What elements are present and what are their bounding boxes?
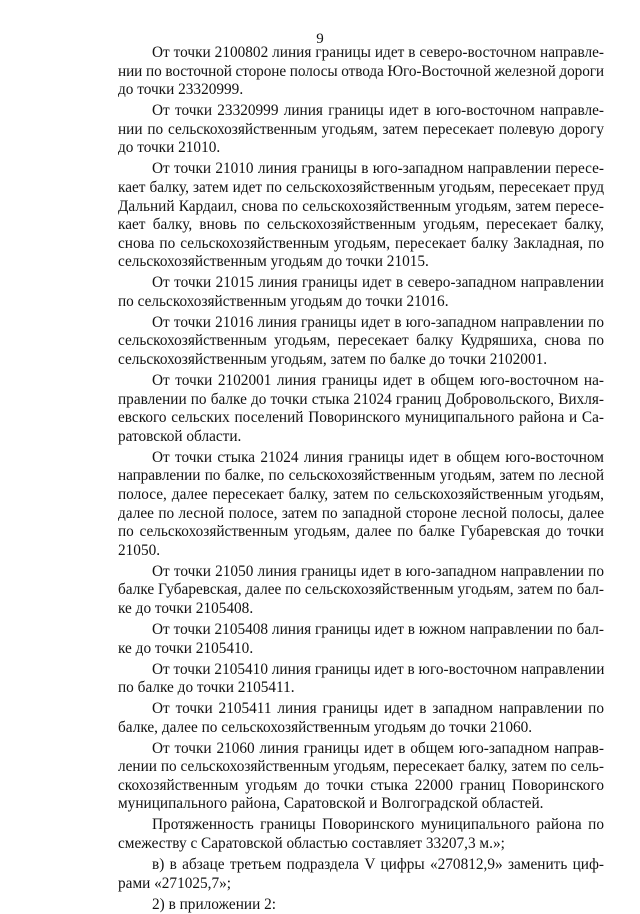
paragraph-line: нии по восточной стороне полосы отвода Юго-Восточной железной дороги: [118, 62, 605, 80]
paragraph-line: далее по лесной полосе, затем по западной стороне лесной полосы, далее: [118, 504, 604, 522]
paragraph-line: кает балку, вновь по сельскохозяйственным угодьям, пересекает балку,: [118, 216, 604, 234]
paragraph-line: до точки 21010.: [118, 139, 221, 157]
paragraph-line: ке до точки 2105410.: [118, 639, 254, 657]
paragraph: [118, 563, 604, 619]
paragraph: [118, 449, 604, 561]
paragraph-line: правлении по балке до точки стыка 21024 границ Добровольского, Вихля-: [118, 390, 604, 408]
paragraph-line: сельскохозяйственным угодьям до точки 21015.: [118, 253, 429, 271]
paragraph: [118, 896, 604, 914]
paragraph-line: Протяженность границы Поворинского муниципального района по: [152, 816, 604, 834]
paragraph: [118, 856, 604, 893]
paragraph-line: муниципального района, Саратовской и Волгоградской областей.: [118, 795, 544, 813]
paragraph: [118, 160, 604, 272]
paragraph-line: сельскохозяйственным угодьям, затем по балке до точки 2102001.: [118, 351, 548, 369]
paragraph-line: От точки 2105410 линия границы идет в юго-восточном направлении: [152, 660, 605, 678]
paragraph-line: балке, далее по сельскохозяйственным угодьям до точки 21060.: [118, 718, 533, 736]
paragraph-line: в) в абзаце третьем подраздела V цифры «270812,9» заменить циф-: [152, 856, 604, 874]
paragraph-line: От точки 21010 линия границы в юго-западном направлении пересе-: [152, 160, 604, 178]
paragraph-line: по сельскохозяйственным угодьям до точки 21016.: [118, 292, 449, 310]
paragraph-line: балке Губаревская, далее по сельскохозяйственным угодьям, затем по бал-: [118, 581, 604, 599]
paragraph-line: ке до точки 2105408.: [118, 599, 254, 617]
paragraph: [118, 44, 604, 100]
paragraph-line: От точки 23320999 линия границы идет в юго-восточном направле-: [152, 102, 604, 120]
paragraph-line: От точки 2105411 линия границы идет в западном направлении по: [152, 700, 604, 718]
paragraph: [118, 661, 604, 698]
paragraph-line: От точки 21015 линия границы идет в северо-западном направлении: [152, 274, 604, 292]
paragraph-line: сельскохозяйственным угодьям, пересекает балку Кудряшиха, снова по: [118, 332, 604, 350]
paragraph-line: От точки 2105408 линия границы идет в южном направлении по бал-: [152, 620, 604, 638]
paragraph-line: полосе, далее пересекает балку, затем по сельскохозяйственным угодьям,: [118, 486, 604, 503]
paragraph-line: евского сельских поселений Поворинского муниципального района и Са-: [118, 409, 604, 427]
paragraph: [118, 314, 604, 370]
paragraph-line: по сельскохозяйственным угодьям, далее по балке Губаревская до точки: [118, 523, 604, 541]
paragraph-line: скохозяйственным угодьям до точки стыка 22000 границ Поворинского: [118, 776, 604, 794]
paragraph: [118, 102, 604, 158]
paragraph-line: направлении по балке, по сельскохозяйственным угодьям, затем по лесной: [118, 467, 604, 485]
paragraph-line: по балке до точки 2105411.: [118, 679, 295, 697]
paragraph-line: снова по сельскохозяйственным угодьям, пересекает балку Закладная, по: [118, 234, 604, 252]
paragraph-line: От точки 2100802 линия границы идет в северо-восточном направле-: [152, 44, 604, 61]
paragraph-line: рами «271025,7»;: [118, 874, 232, 892]
paragraph-line: От точки 21060 линия границы идет в общем юго-западном направ-: [152, 739, 604, 757]
paragraph: [118, 274, 604, 311]
paragraph: [118, 816, 604, 853]
paragraph-line: 2) в приложении 2:: [152, 895, 276, 913]
document-body: [118, 44, 604, 914]
paragraph-line: От точки 21050 линия границы идет в юго-западном направлении по: [152, 562, 604, 580]
page-number: 9: [316, 31, 324, 47]
paragraph-line: кает балку, затем идет по сельскохозяйственным угодьям, пересекает пруд: [118, 178, 604, 196]
paragraph-line: ратовской области.: [118, 427, 242, 445]
paragraph-line: От точки 2102001 линия границы идет в общем юго-восточном на-: [152, 372, 604, 390]
paragraph-line: смежеству с Саратовской областью составляет 33207,3 м.»;: [118, 835, 505, 853]
paragraph-line: нии по сельскохозяйственным угодьям, затем пересекает полевую дорогу: [118, 120, 604, 138]
paragraph-line: лении по сельскохозяйственным угодьям, пересекает балку, затем по сель-: [118, 758, 604, 776]
paragraph-line: От точки стыка 21024 линия границы идет в общем юго-восточном: [152, 448, 604, 466]
paragraph: [118, 621, 604, 658]
paragraph-line: Дальний Кардаил, снова по сельскохозяйственным угодьям, затем пересе-: [118, 197, 604, 215]
paragraph: [118, 700, 604, 737]
paragraph-line: до точки 23320999.: [118, 81, 244, 99]
paragraph: [118, 372, 604, 446]
paragraph-line: От точки 21016 линия границы идет в юго-западном направлении по: [152, 313, 604, 331]
paragraph: [118, 740, 604, 814]
paragraph-line: 21050.: [118, 541, 161, 559]
